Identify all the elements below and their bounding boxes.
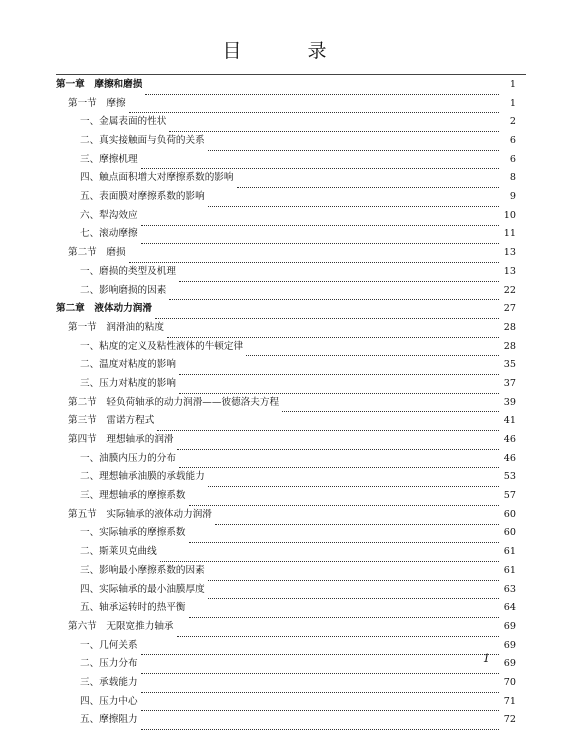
toc-entry-page: 2 <box>509 116 516 128</box>
toc-entry-item <box>56 525 516 544</box>
toc-leader-dots <box>237 174 500 188</box>
toc-entry-item <box>56 113 516 132</box>
toc-entry-section <box>56 95 516 114</box>
toc-entry-page: 61 <box>503 546 516 558</box>
toc-entry-item <box>56 562 516 581</box>
toc-entry-chapter <box>56 300 516 319</box>
toc-leader-dots <box>179 268 499 282</box>
toc-entry-section <box>56 244 516 263</box>
toc-entry-label: 三、摩擦机理 <box>80 153 138 165</box>
toc-leader-dots <box>157 417 499 431</box>
toc-leader-dots <box>208 193 499 207</box>
toc-entry-label: 四、触点面积增大对摩擦系数的影响 <box>80 172 234 184</box>
toc-leader-dots <box>179 361 499 375</box>
toc-leader-dots <box>189 529 499 543</box>
toc-leader-dots <box>169 118 499 132</box>
toc-entry-item <box>56 282 516 301</box>
toc-leader-dots <box>177 436 499 450</box>
toc-entry-item <box>56 674 516 693</box>
toc-entry-label: 二、温度对粘度的影响 <box>80 359 176 371</box>
toc-entry-page: 28 <box>503 340 516 352</box>
toc-entry-page: 1 <box>509 97 516 109</box>
toc-entry-label: 第三节 雷诺方程式 <box>68 415 155 427</box>
toc-entry-page: 60 <box>503 508 516 520</box>
toc-entry-page: 71 <box>503 695 516 707</box>
toc-entry-page: 46 <box>503 452 516 464</box>
toc-entry-label: 三、压力对粘度的影响 <box>80 377 176 389</box>
toc-leader-dots <box>179 380 499 394</box>
toc-entry-item <box>56 487 516 506</box>
toc-entry-item <box>56 581 516 600</box>
toc-entry-label: 第五节 实际轴承的液体动力润滑 <box>68 508 212 520</box>
toc-leader-dots <box>208 473 499 487</box>
toc-leader-dots <box>141 660 499 674</box>
toc-leader-dots <box>141 679 499 693</box>
toc-entry-label: 一、磨损的类型及机理 <box>80 265 176 277</box>
title-rule <box>56 74 526 75</box>
toc-entry-page: 72 <box>503 714 516 726</box>
toc-leader-dots <box>167 324 499 338</box>
toc-entry-page: 69 <box>503 620 516 632</box>
toc-entry-page: 57 <box>503 490 516 502</box>
toc-entry-label: 第一章 摩擦和磨损 <box>56 78 143 90</box>
toc-entry-page: 8 <box>509 172 516 184</box>
toc-entry-page: 46 <box>503 434 516 446</box>
toc-entry-section <box>56 394 516 413</box>
toc-entry-label: 二、斯莱贝克曲线 <box>80 546 157 558</box>
toc-entry-label: 四、实际轴承的最小油膜厚度 <box>80 583 205 595</box>
toc-entry-label: 第二节 磨损 <box>68 247 126 259</box>
toc-leader-dots <box>189 604 499 618</box>
toc-leader-dots <box>282 398 499 412</box>
toc-entry-label: 第四节 理想轴承的润滑 <box>68 434 174 446</box>
toc-entry-label: 第二章 液体动力润滑 <box>56 303 152 315</box>
toc-entry-label: 三、理想轴承的摩擦系数 <box>80 490 186 502</box>
toc-leader-dots <box>208 137 499 151</box>
toc-entry-item <box>56 356 516 375</box>
toc-leader-dots <box>177 623 499 637</box>
toc-entry-label: 五、摩擦阻力 <box>80 714 138 726</box>
toc-leader-dots <box>208 585 499 599</box>
toc-entry-label: 六、犁沟效应 <box>80 209 138 221</box>
toc-entry-page: 11 <box>503 228 516 240</box>
toc-entry-item <box>56 543 516 562</box>
toc-entry-page: 41 <box>503 415 516 427</box>
toc-entry-page: 1 <box>509 78 516 90</box>
toc-entry-page: 37 <box>503 377 516 389</box>
toc-entry-page: 13 <box>503 247 516 259</box>
toc-entry-label: 一、油膜内压力的分布 <box>80 452 176 464</box>
toc-entry-label: 二、理想轴承油膜的承载能力 <box>80 471 205 483</box>
toc-entry-item <box>56 263 516 282</box>
toc-entry-item <box>56 207 516 226</box>
toc-entry-page: 39 <box>503 396 516 408</box>
toc-leader-dots <box>129 249 499 263</box>
toc-leader-dots <box>141 155 499 169</box>
toc-entry-item <box>56 637 516 656</box>
toc-entry-page: 69 <box>503 658 516 670</box>
toc-leader-dots <box>160 548 499 562</box>
toc-entry-label: 三、影响最小摩擦系数的因素 <box>80 564 205 576</box>
toc-entry-section <box>56 412 516 431</box>
toc-entry-page: 61 <box>503 564 516 576</box>
toc-leader-dots <box>179 454 499 468</box>
toc-leader-dots <box>155 305 499 319</box>
toc-entry-section <box>56 506 516 525</box>
toc-entry-item <box>56 468 516 487</box>
toc-leader-dots <box>189 492 499 506</box>
toc-entry-item <box>56 450 516 469</box>
toc-leader-dots <box>215 511 499 525</box>
toc-entry-label: 四、压力中心 <box>80 695 138 707</box>
toc-entry-label: 七、滚动摩擦 <box>80 228 138 240</box>
toc-entry-page: 13 <box>503 265 516 277</box>
toc-entry-item <box>56 338 516 357</box>
page-number: 1 <box>483 652 490 665</box>
toc-leader-dots <box>129 99 499 113</box>
toc-leader-dots <box>141 697 499 711</box>
toc-entry-page: 53 <box>503 471 516 483</box>
toc-entry-page: 69 <box>503 639 516 651</box>
toc-entry-item <box>56 693 516 712</box>
toc-entry-page: 10 <box>503 209 516 221</box>
toc-entry-page: 6 <box>509 153 516 165</box>
toc-leader-dots <box>246 342 499 356</box>
toc-entry-label: 二、压力分布 <box>80 658 138 670</box>
toc-leader-dots <box>141 212 499 226</box>
toc-entry-page: 64 <box>503 602 516 614</box>
toc-entry-section <box>56 319 516 338</box>
toc-leader-dots <box>169 286 499 300</box>
toc-entry-label: 二、影响磨损的因素 <box>80 284 167 296</box>
toc-entry-page: 60 <box>503 527 516 539</box>
toc-entry-label: 第一节 摩擦 <box>68 97 126 109</box>
toc-entry-item <box>56 132 516 151</box>
page-title: 目 录 <box>222 40 357 62</box>
toc-entry-label: 第二节 轻负荷轴承的动力润滑——彼德洛夫方程 <box>68 396 280 408</box>
toc-entry-label: 一、实际轴承的摩擦系数 <box>80 527 186 539</box>
toc-entry-section <box>56 618 516 637</box>
toc-entry-label: 一、几何关系 <box>80 639 138 651</box>
toc-entry-label: 五、轴承运转时的热平衡 <box>80 602 186 614</box>
toc-entry-page: 63 <box>503 583 516 595</box>
toc-entry-page: 6 <box>509 135 516 147</box>
toc-entry-label: 第一节 润滑油的粘度 <box>68 321 164 333</box>
toc-entry-item <box>56 375 516 394</box>
toc-entry-item <box>56 188 516 207</box>
toc-entry-page: 27 <box>503 303 516 315</box>
toc-leader-dots <box>141 716 499 730</box>
toc-entry-item <box>56 169 516 188</box>
toc-entry-label: 第六节 无限宽推力轴承 <box>68 620 174 632</box>
toc-entry-page: 22 <box>503 284 516 296</box>
toc-entry-label: 三、承载能力 <box>80 676 138 688</box>
toc-entry-page: 35 <box>503 359 516 371</box>
toc-entry-item <box>56 599 516 618</box>
toc-leader-dots <box>145 81 499 95</box>
toc-entry-section <box>56 431 516 450</box>
toc-leader-dots <box>141 230 499 244</box>
toc-entry-page: 28 <box>503 321 516 333</box>
toc-entry-item <box>56 711 516 730</box>
toc-leader-dots <box>141 641 499 655</box>
toc-entry-item <box>56 655 516 674</box>
toc-entry-label: 一、金属表面的性状 <box>80 116 167 128</box>
toc-entry-page: 70 <box>503 676 516 688</box>
table-of-contents <box>56 76 516 730</box>
toc-entry-label: 一、粘度的定义及粘性液体的牛顿定律 <box>80 340 244 352</box>
toc-entry-item <box>56 151 516 170</box>
toc-entry-chapter <box>56 76 516 95</box>
toc-entry-label: 二、真实接触面与负荷的关系 <box>80 135 205 147</box>
toc-entry-label: 五、表面膜对摩擦系数的影响 <box>80 191 205 203</box>
toc-leader-dots <box>208 567 499 581</box>
toc-entry-item <box>56 226 516 245</box>
toc-entry-page: 9 <box>509 191 516 203</box>
